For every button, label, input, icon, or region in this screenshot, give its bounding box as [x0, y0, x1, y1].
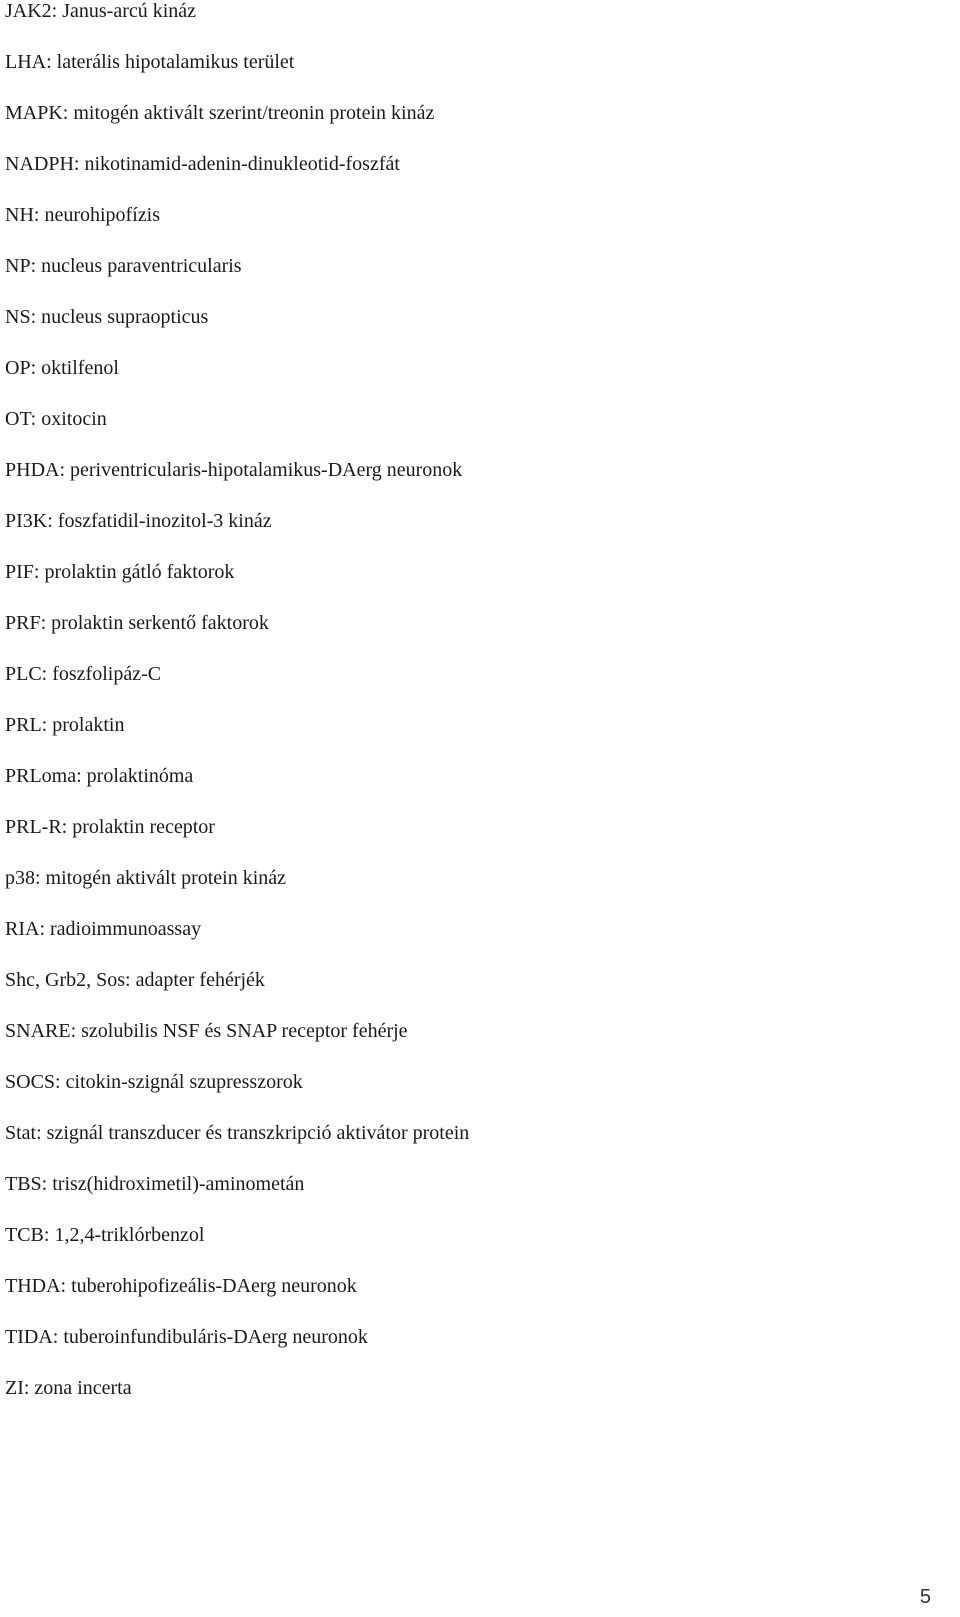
abbreviation-item: Shc, Grb2, Sos: adapter fehérjék — [5, 969, 265, 991]
abbreviation-item: THDA: tuberohipofizeális-DAerg neuronok — [5, 1275, 357, 1297]
abbreviation-item: TBS: trisz(hidroximetil)-aminometán — [5, 1173, 305, 1195]
abbreviation-item: OP: oktilfenol — [5, 357, 119, 379]
abbreviation-item: NADPH: nikotinamid-adenin-dinukleotid-foszfát — [5, 153, 400, 175]
abbreviation-item: ZI: zona incerta — [5, 1377, 132, 1399]
abbreviation-item: PLC: foszfolipáz-C — [5, 663, 162, 685]
abbreviation-item: SNARE: szolubilis NSF és SNAP receptor fehérje — [5, 1020, 408, 1042]
abbreviation-item: TIDA: tuberoinfundibuláris-DAerg neuronok — [5, 1326, 368, 1348]
abbreviation-item: PI3K: foszfatidil-inozitol-3 kináz — [5, 510, 272, 532]
abbreviation-item: JAK2: Janus-arcú kináz — [5, 0, 197, 22]
abbreviation-item: MAPK: mitogén aktivált szerint/treonin protein kináz — [5, 102, 435, 124]
abbreviation-item: PIF: prolaktin gátló faktorok — [5, 561, 235, 583]
abbreviation-item: LHA: laterális hipotalamikus terület — [5, 51, 295, 73]
abbreviation-item: NP: nucleus paraventricularis — [5, 255, 242, 277]
abbreviation-list — [5, 0, 469, 1427]
abbreviation-item: TCB: 1,2,4-triklórbenzol — [5, 1224, 205, 1246]
abbreviation-item: Stat: szignál transzducer és transzkripció aktivátor protein — [5, 1122, 470, 1144]
abbreviation-item: p38: mitogén aktivált protein kináz — [5, 867, 287, 889]
abbreviation-item: PRL: prolaktin — [5, 714, 125, 736]
abbreviation-item: NS: nucleus supraopticus — [5, 306, 209, 328]
abbreviation-item: PHDA: periventricularis-hipotalamikus-DAerg neuronok — [5, 459, 463, 481]
abbreviation-item: RIA: radioimmunoassay — [5, 918, 202, 940]
abbreviation-item: OT: oxitocin — [5, 408, 107, 430]
abbreviation-item: PRF: prolaktin serkentő faktorok — [5, 612, 269, 634]
abbreviation-item: PRLoma: prolaktinóma — [5, 765, 194, 787]
abbreviation-item: PRL-R: prolaktin receptor — [5, 816, 215, 838]
abbreviation-item: SOCS: citokin-szignál szupresszorok — [5, 1071, 303, 1093]
abbreviation-item: NH: neurohipofízis — [5, 204, 160, 226]
page-number: 5 — [919, 1586, 931, 1608]
